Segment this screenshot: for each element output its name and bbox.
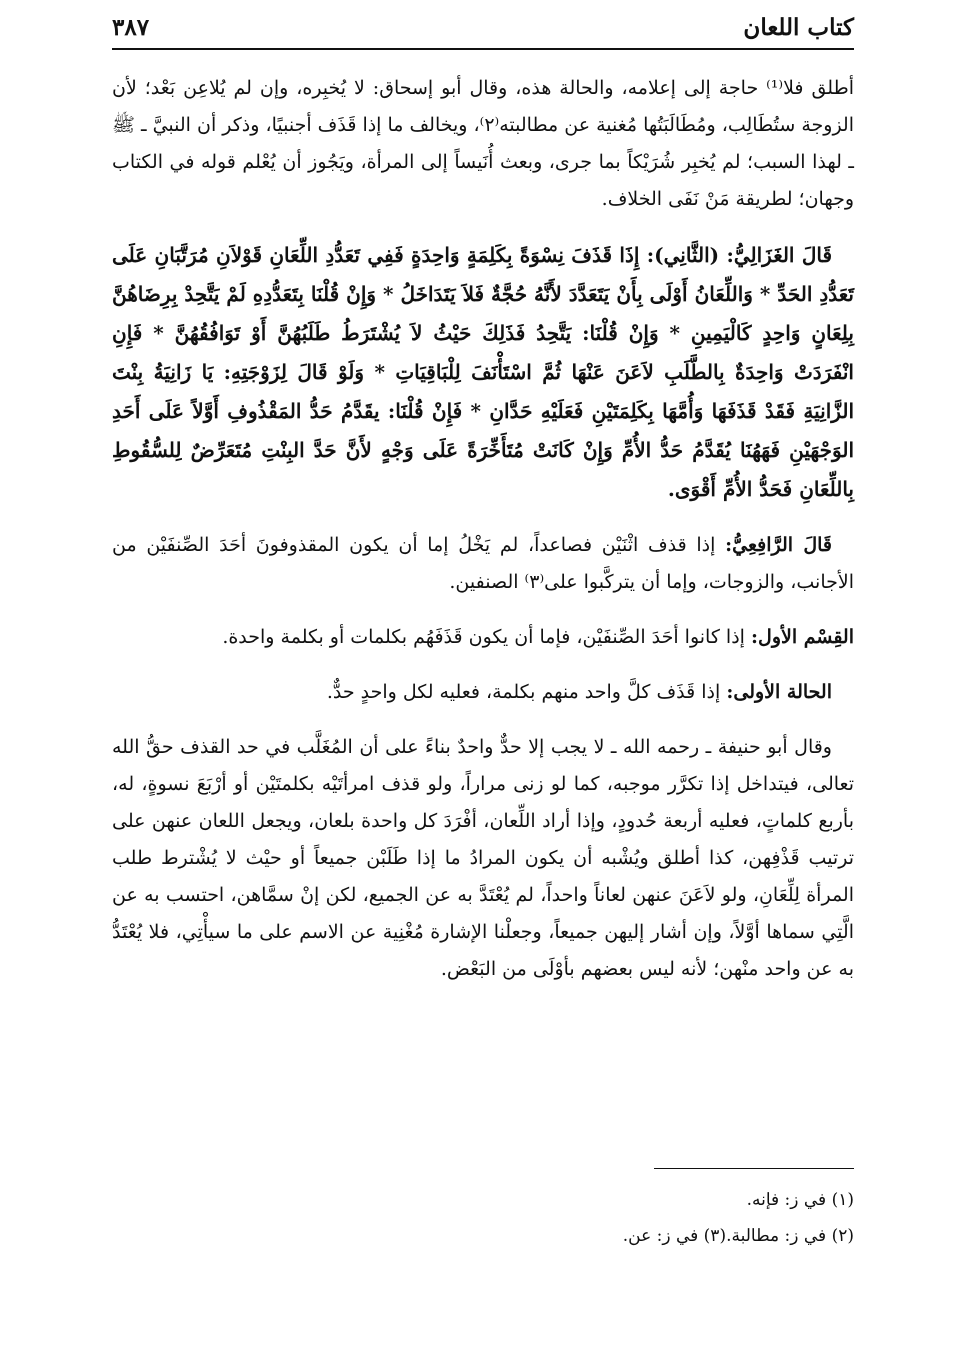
footnote-row [112,1218,854,1254]
footnotes [112,1182,854,1254]
page-number: ٣٨٧ [112,13,150,41]
section-title: كتاب اللعان [743,13,854,41]
case-one-text: إذا قَذَف كلَّ واحد منهم بكلمة، فعليه لكل واحدٍ حدٌّ. [326,681,721,703]
main-text [112,70,854,1006]
case-one-paragraph [112,674,854,711]
gazali-paragraph [112,236,854,509]
opening-paragraph: أطلق فلا⁽¹⁾ حاجة إلى إعلامه، والحالة هذه، وقال أبو إسحاق: لا يُخبِره، وإن لم يُلاعِن بَعْد؛ لأن الزوجة ستُطَالِب، ومُطَالَبَتُها مُغنية عن مطالبته⁽٢⁾، ويخالف ما إذا قَذَف أجنبيًا، وذكر أن النبيَّ ـ ﷺ ـ لهذا السبب؛ لم يُخبِر شُرَيْكاً بما جرى، وبعث أُنَيساً إلى المرأة، ويَجُوز أن يُعْلم قوله في الكتاب وجهان؛ لطريقة مَنْ نَفَى الخلاف. [111,77,854,210]
rafii-text: إذا قذف اثْنَيْن فصاعداً، لم يَخْلُ إما أن يكون المقذوفونَ أحَدَ الصِّنفَيْن من الأجانب، والزوجات، وإما أن يتركَّبوا على⁽٣⁾ الصنفين. [112,534,854,593]
rafii-label: قَالَ الرَّافِعِيُّ: [725,534,832,556]
rafii-paragraph [112,527,854,601]
gazali-text: (الثَّانِي): إِذَا قَذَفَ نِسْوَةً بِكَلِمَةٍ وَاحِدَةٍ فَفِي تَعَدُّدِ اللِّعَانِ قَوْلاَنِ مُرَتَّبَانِ عَلَى تَعَدُّدِ الحَدِّ * وَاللِّعَانُ أَوْلَى بِأَنْ يَتَعَدَّدَ لأَنَّهُ حُجَّةٌ فَلاَ يَتَدَاخَلُ * وَإِنْ قُلْنَا بِتَعَدُّدِهِ لَمْ يَتَّحِدْ بِرِضَاهُنَّ بِلِعَانٍ وَاحِدٍ كَالْيَمِينِ * وَإِنْ قُلْنَا: يَتَّحِدُ فَذَلِكَ حَيْثُ لاَ يُشْتَرَطُ طَلَبُهُنَّ أَوْ تَوَافُقُهُنَّ * فَإِنِ انْفَرَدَتْ وَاحِدَةٌ بِالطَّلَبِ لاَعَنَ عَنْهَا ثُمَّ اسْتَأْنَفَ لِلْبَاقِيَاتِ * وَلَوْ قَالَ لِزَوْجَتِهِ: يَا زَانِيَةُ بِنْتَ الزَّانِيَةِ فَقَدْ قَذَفَهَا وَأُمَّهَا بِكَلِمَتَيْنِ فَعَلَيْهِ حَدَّانِ * فَإِنْ قُلْنَا: يقَدَّمُ حَدُّ المَقْذُوفِ أَوَّلاً عَلَى أَحَدِ الوَجْهَيْنِ فَهَهُنَا يُقَدَّمُ حَدُّ الأُمِّ وَإِنْ كَانَتْ مُتَأَخِّرَةً عَلَى وَجْهٍ لأَنَّ حَدَّ البِنْتِ مُتَعَرِّضٌ لِلسُّقُوطِ بِاللِّعَانِ فَحَدُّ الأُمِّ أَقْوَى. [112,243,854,501]
section-one-paragraph [112,619,854,656]
footnote-3: (٣) في ز: عن. [622,1226,727,1246]
footnote-2: (٢) في ز: مطالبة. [726,1226,854,1246]
header-rule [112,48,854,50]
abu-hanifa-paragraph: وقال أبو حنيفة ـ رحمه الله ـ لا يجب إلا حدٌّ واحدٌ بناءً على أن المُغَلَّب في حد القذف حقُّ الله تعالى، فيتداخل إذا تكرَّر موجبه، كما لو زنى مراراً، ولو قذف امرأتَيْه بكلمتَيْن أو أرْبَعَ نسوةٍ، له، بأربع كلماتٍ، فعليه أربعة حُدودٍ، وإذا أراد اللِّعان، أفْرَدَ كل واحدة بلعان، ويجعل اللعان عنهن على ترتيب قَذْفِهن، كذا أطلق ويُشْبه أن يكون المرادُ ما إذا طَلَبْن جميعاً أو حيْث لا يُشْترط طلب المرأة لِلِّعَانِ، ولو لاَعَنَ عنهن لعاناً واحداً، لم يُعْتَدَّ به عن الجميع، لكن إنْ سمَّاهن، احتسب به عن الَّتِي سماها أوَّلاً، وإن أشار إليهن جميعاً، وجعلْنا الإشارة مُغْنِية عن الاسم على ما سيأْتِي، فلا يُعْتَدُّ به عن واحد منْهن؛ لأنه ليس بعضهم بأوْلَى من البَعْض. [112,736,854,980]
running-head [112,8,854,46]
section-one-text: إذا كانوا أحَدَ الصِّنفَيْن، فإما أن يكون قَذَفَهُم بكلمات أو بكلمة واحدة. [222,626,745,648]
case-one-label: الحالة الأولى: [726,681,832,703]
footnote-1: (١) في ز: فإنه. [746,1190,854,1210]
section-one-label: القِسْم الأول: [751,626,854,648]
footnote-rule [654,1168,854,1169]
footnote-row [112,1182,854,1218]
gazali-label: قَالَ الغَزَالِيُّ: [726,243,833,267]
